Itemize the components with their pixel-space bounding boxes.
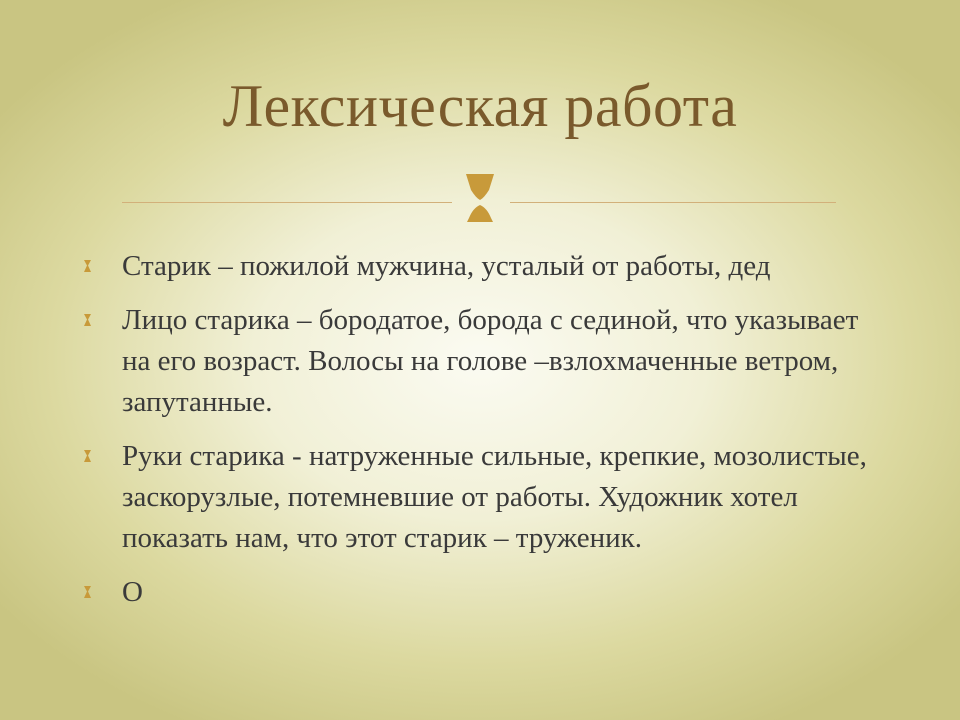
list-item bbox=[84, 572, 884, 613]
hourglass-bullet-icon bbox=[84, 314, 91, 326]
hourglass-icon bbox=[463, 172, 497, 224]
bullet-text: Руки старика - натруженные сильные, крепкие, мозолистые, заскорузлые, потемневшие от работы. Художник хотел показать нам, что этот старик – труженик. bbox=[122, 440, 867, 554]
hourglass-bullet-icon bbox=[84, 450, 91, 462]
bullet-text: Лицо старика – бородатое, борода с сединой, что указывает на его возраст. Волосы на голове –взлохмаченные ветром, запутанные. bbox=[122, 304, 859, 418]
title-divider-left bbox=[122, 202, 452, 203]
bullet-text: Старик – пожилой мужчина, усталый от работы, дед bbox=[122, 250, 771, 282]
title-divider-right bbox=[510, 202, 836, 203]
list-item bbox=[84, 300, 884, 423]
hourglass-bullet-icon bbox=[84, 586, 91, 598]
list-item bbox=[84, 436, 884, 559]
slide-title: Лексическая работа bbox=[222, 73, 738, 139]
list-item bbox=[84, 246, 884, 287]
bullet-text: О bbox=[122, 576, 143, 608]
bullet-list bbox=[84, 246, 884, 626]
hourglass-bullet-icon bbox=[84, 260, 91, 272]
